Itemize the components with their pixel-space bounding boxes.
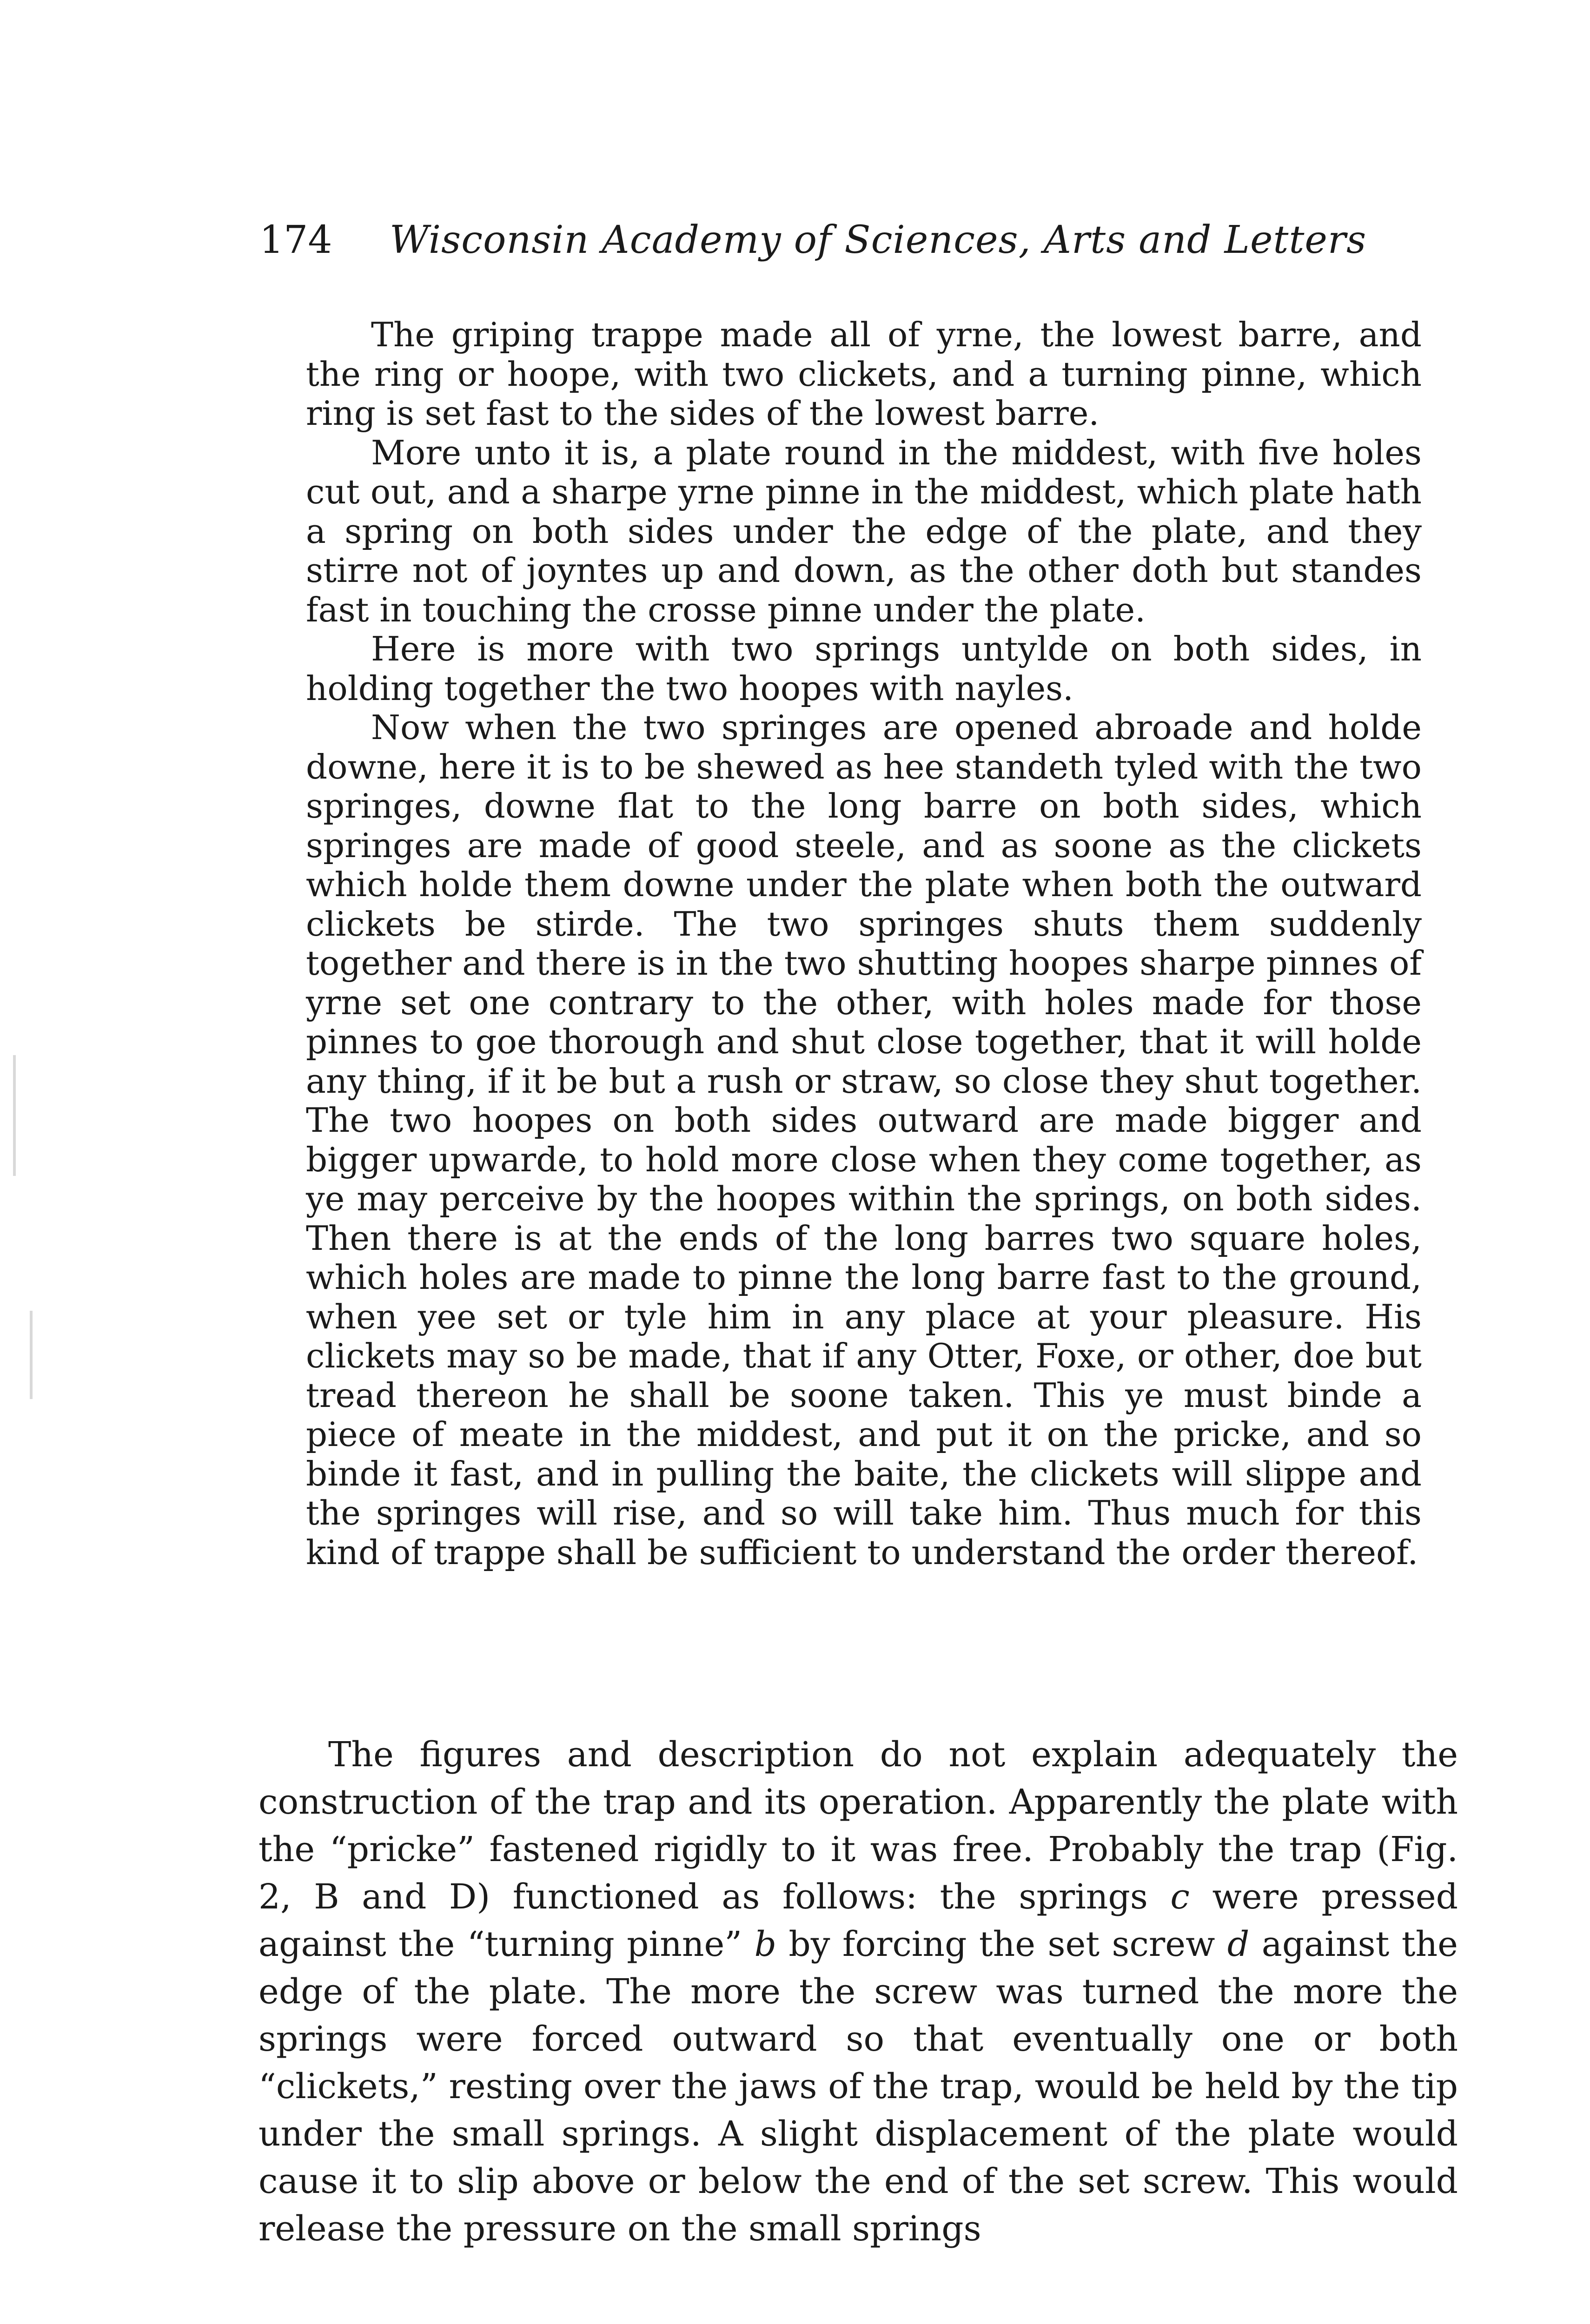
label-c: c [1170,1877,1190,1917]
quote-paragraph: More unto it is, a plate round in the middest, with five holes cut out, and a sharpe yrne pinne in the middest, which plate hath a spring on both sides under the edge of the plate, and they stirre not of joyntes up and down, as the other doth but standes fast in touching the crosse pinne under the plate. [306,433,1422,629]
page-number: 174 [259,218,332,262]
commentary-paragraph [258,1731,1458,2252]
commentary-text: by forcing the set screw [776,1924,1227,1964]
quote-paragraph: Now when the two springes are opened abroade and holde downe, here it is to be shewed as hee standeth tyled with the two springes, downe flat to the long barre on both sides, which springes are made of good steele, and as soone as the clickets which holde them downe under the plate when both the outward clickets be stirde. The two springes shuts them suddenly together and there is in the two shutting hoopes sharpe pinnes of yrne set one contrary to the other, with holes made for those pinnes to goe thorough and shut close together, that it will holde any thing, if it be but a rush or straw, so close they shut together. The two hoopes on both sides outward are made bigger and bigger upwarde, to hold more close when they come together, as ye may perceive by the hoopes within the springs, on both sides. Then there is at the ends of the long barres two square holes, which holes are made to pinne the long barre fast to the ground, when yee set or tyle him in any place at your pleasure. His clickets may so be made, that if any Otter, Foxe, or other, doe but tread thereon he shall be soone taken. This ye must binde a piece of meate in the middest, and put it on the pricke, and so binde it fast, and in pulling the baite, the clickets will slippe and the springes will rise, and so will take him. Thus much for this kind of trappe shall be sufficient to understand the order thereof. [306,708,1422,1572]
commentary-text: against the edge of the plate. The more the screw was turned the more the springs were forced outward so that eventually one or both “clickets,” resting over the jaws of the trap, would be held by the tip under the small springs. A slight displacement of the plate would cause it to slip above or below the end of the set screw. This would release the pressure on the small springs [258,1924,1458,2249]
commentary-text: The figures and description do not explain adequately the construction of the trap and its operation. Apparently the plate with the “pricke” fastened rigidly to it was free. Probably the trap (Fig. 2, B and D) functioned as follows: the springs [258,1735,1458,1917]
commentary-text: were pressed against the “turning pinne” [258,1877,1458,1964]
label-d: d [1227,1924,1250,1964]
running-head [259,215,1422,266]
quote-paragraph: The griping trappe made all of yrne, the lowest barre, and the ring or hoope, with two clickets, and a turning pinne, which ring is set fast to the sides of the lowest barre. [306,315,1422,433]
quoted-passage [306,315,1422,1572]
commentary-passage [258,1731,1458,2252]
journal-title: Wisconsin Academy of Sciences, Arts and Letters [390,218,1367,262]
margin-mark [13,1055,16,1176]
quote-paragraph: Here is more with two springs untylde on both sides, in holding together the two hoopes with nayles. [306,629,1422,708]
margin-mark [30,1311,33,1399]
label-b: b [754,1924,776,1964]
